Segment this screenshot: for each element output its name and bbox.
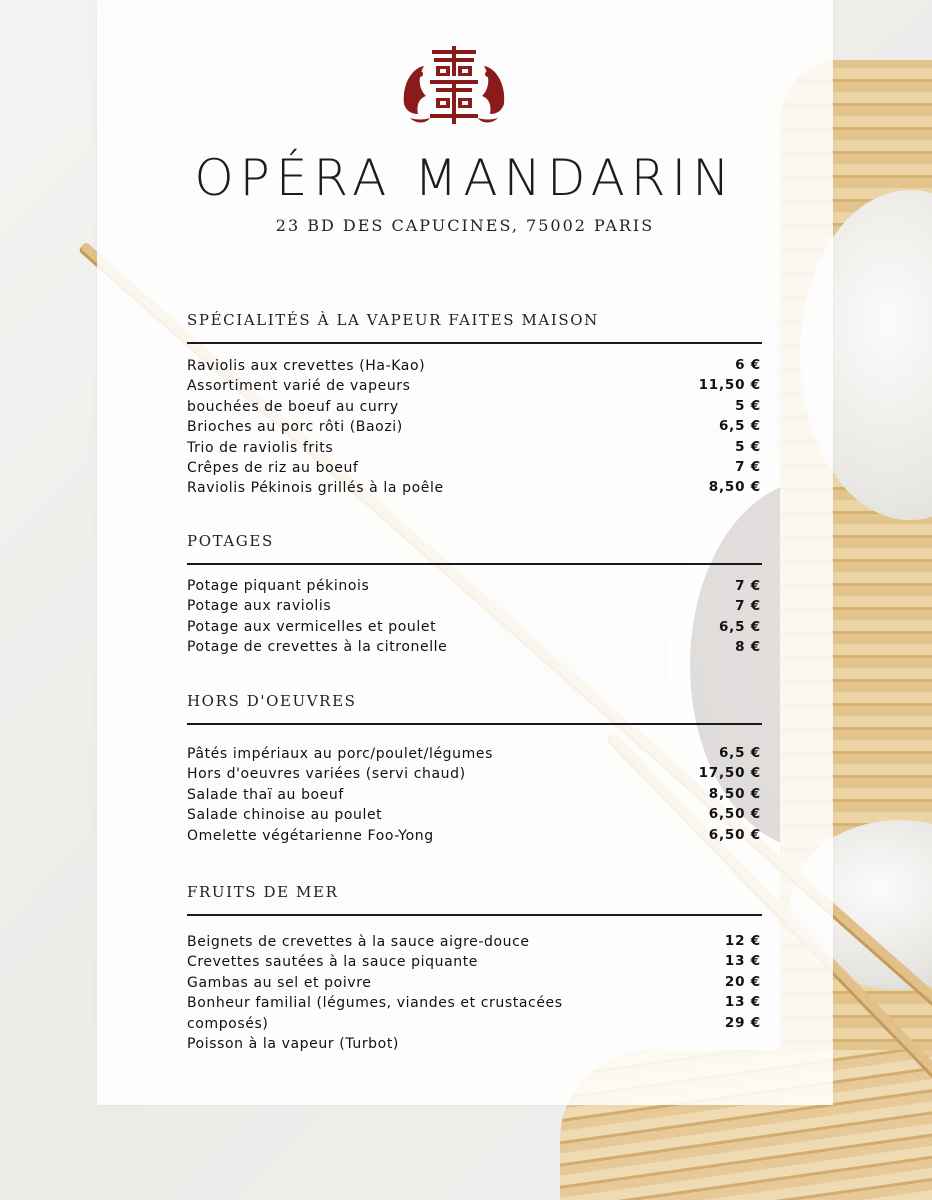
section-title: FRUITS DE MER (187, 883, 339, 901)
restaurant-address: 23 BD DES CAPUCINES, 75002 PARIS (275, 216, 655, 235)
item-list-hors-doeuvres (187, 744, 493, 846)
section-title: POTAGES (187, 532, 274, 550)
price: 7 € (735, 598, 761, 615)
price-list-hors-doeuvres (620, 743, 761, 845)
price: 6,50 € (708, 806, 761, 823)
item-list-fruits-de-mer (187, 932, 563, 1054)
list-item: Potage aux raviolis (187, 598, 332, 615)
price: 6,5 € (718, 745, 761, 761)
section-title: SPÉCIALITÉS À LA VAPEUR FAITES MAISON (187, 311, 599, 329)
price: 12 € (724, 933, 761, 949)
list-item: Omelette végétarienne Foo-Yong (187, 827, 434, 844)
price: 13 € (724, 953, 761, 970)
restaurant-name: OPÉRA MANDARIN (194, 149, 736, 207)
price: 6,5 € (718, 618, 761, 635)
price: 7 € (735, 578, 761, 594)
price: 5 € (735, 438, 761, 455)
item-list-potages (187, 576, 447, 658)
section-title: HORS D'OEUVRES (187, 692, 357, 710)
price-list-fruits-de-mer (620, 931, 761, 1033)
price: 6,5 € (718, 418, 761, 435)
price: 7 € (735, 458, 761, 475)
list-item: Hors d'oeuvres variées (servi chaud) (187, 766, 466, 783)
section-header-hors-doeuvres (187, 691, 762, 725)
list-item: Potage aux vermicelles et poulet (187, 618, 437, 635)
section-header-fruits-de-mer (187, 882, 762, 916)
list-item: Brioches au porc rôti (Baozi) (187, 419, 403, 436)
price-list-potages (620, 576, 761, 658)
price: 8,50 € (708, 785, 761, 802)
list-item: Salade chinoise au poulet (187, 807, 383, 824)
section-divider (187, 914, 762, 916)
section-divider (187, 342, 762, 344)
price: 8 € (735, 639, 761, 656)
section-divider (187, 563, 762, 565)
item-list-vapeur (187, 356, 444, 499)
list-item: Raviolis aux crevettes (Ha-Kao) (187, 358, 426, 374)
section-header-potages (187, 531, 762, 565)
list-item: Bonheur familial (légumes, viandes et crustacées (187, 995, 563, 1012)
list-item: bouchées de boeuf au curry (187, 398, 399, 415)
list-item: Assortiment varié de vapeurs (187, 378, 411, 395)
list-item: Crêpes de riz au boeuf (187, 459, 359, 476)
price: 8,50 € (708, 479, 761, 496)
list-item: Raviolis Pékinois grillés à la poêle (187, 480, 444, 497)
price: 13 € (724, 994, 761, 1011)
double-happiness-logo-icon (400, 44, 508, 128)
price: 17,50 € (698, 765, 761, 782)
price-list-vapeur (620, 355, 761, 498)
list-item: Potage piquant pékinois (187, 578, 370, 594)
price: 5 € (735, 397, 761, 414)
list-item: Poisson à la vapeur (Turbot) (187, 1035, 399, 1052)
list-item: Crevettes sautées à la sauce piquante (187, 954, 479, 971)
list-item: Pâtés impériaux au porc/poulet/légumes (187, 746, 493, 762)
list-item: Trio de raviolis frits (187, 439, 334, 456)
list-item: Potage de crevettes à la citronelle (187, 639, 448, 656)
list-item: Beignets de crevettes à la sauce aigre-douce (187, 934, 530, 950)
price: 11,50 € (698, 377, 761, 394)
price: 20 € (724, 973, 761, 990)
list-item: Salade thaï au boeuf (187, 786, 344, 803)
section-divider (187, 723, 762, 725)
price: 6,50 € (708, 826, 761, 843)
list-item: Gambas au sel et poivre (187, 974, 372, 991)
price: 29 € (724, 1014, 761, 1031)
section-header-vapeur (187, 310, 762, 344)
price: 6 € (735, 357, 761, 373)
list-item: composés) (187, 1015, 269, 1032)
